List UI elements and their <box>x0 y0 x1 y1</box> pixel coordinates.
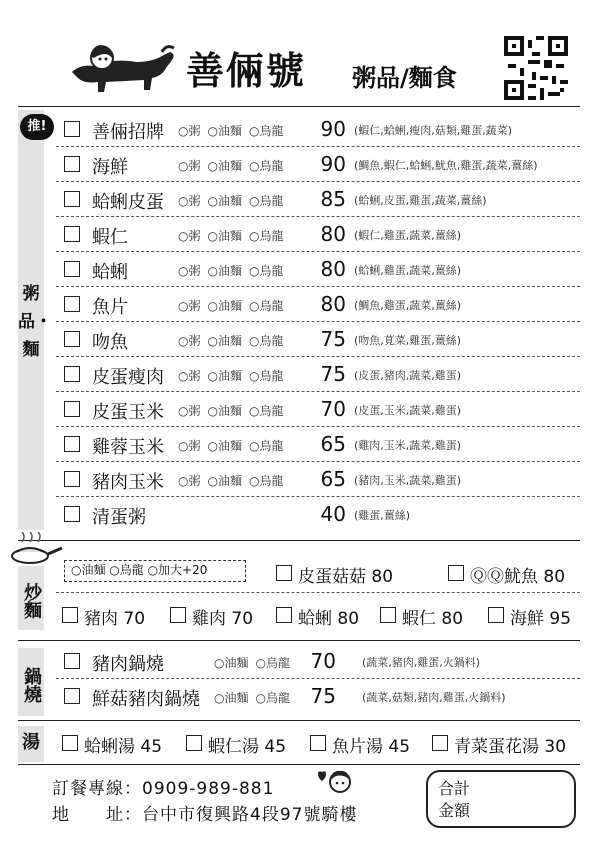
option-radio[interactable]: ○油麵 <box>207 474 242 488</box>
item-ingredients: (蔬菜,菇類,豬肉,雞蛋,火鍋料) <box>362 691 506 704</box>
menu-row[interactable] <box>56 252 580 287</box>
noodle-options[interactable] <box>178 227 290 244</box>
option-radio[interactable]: ○油麵 <box>214 656 249 670</box>
item-price: 75 <box>320 327 346 351</box>
item-name: 雞蓉玉米 <box>92 437 164 458</box>
item-price: 80 <box>320 292 346 316</box>
item-price: 75 <box>320 362 346 386</box>
menu-header <box>0 0 604 108</box>
fried-item[interactable] <box>170 604 253 629</box>
menu-row[interactable] <box>56 462 580 497</box>
menu-row[interactable] <box>56 322 580 357</box>
order-checkbox[interactable] <box>64 191 80 207</box>
order-checkbox[interactable] <box>64 436 80 452</box>
option-radio[interactable]: ○烏龍 <box>248 299 284 313</box>
option-radio[interactable]: ○烏龍 <box>255 656 290 670</box>
fried-item-label: ⓆⓆ魷魚 80 <box>470 567 566 587</box>
item-ingredients: (皮蛋,豬肉,蔬菜,雞蛋) <box>354 369 462 382</box>
option-radio[interactable]: ○粥 <box>178 229 201 243</box>
option-radio[interactable]: ○粥 <box>178 369 201 383</box>
item-price: 80 <box>320 257 346 281</box>
pot-section-divider <box>18 720 580 721</box>
order-checkbox[interactable] <box>310 735 326 751</box>
option-radio[interactable]: ○烏龍 <box>248 334 284 348</box>
section-label-fried-noodles: 炒麵 <box>18 566 44 630</box>
congee-section-divider <box>18 540 580 541</box>
noodle-options[interactable] <box>214 654 297 671</box>
order-checkbox[interactable] <box>432 735 448 751</box>
menu-row[interactable] <box>56 112 580 147</box>
noodle-options[interactable] <box>178 332 290 349</box>
total-amount-label: 合計 金額 <box>438 779 471 820</box>
item-name: 豬肉鍋燒 <box>92 654 164 675</box>
option-radio[interactable]: ○油麵 <box>214 691 249 705</box>
noodle-options[interactable] <box>214 689 297 706</box>
order-checkbox[interactable] <box>64 331 80 347</box>
item-name: 鮮菇豬肉鍋燒 <box>92 689 200 710</box>
fried-item-label: 雞肉 70 <box>192 609 254 629</box>
order-checkbox[interactable] <box>62 735 78 751</box>
menu-row[interactable] <box>56 497 580 532</box>
option-radio[interactable]: ○粥 <box>178 194 201 208</box>
item-ingredients: (蔬菜,豬肉,雞蛋,火鍋料) <box>362 656 481 669</box>
fried-item[interactable] <box>488 604 571 629</box>
option-radio[interactable]: ○烏龍 <box>248 439 284 453</box>
recommend-badge: 推! <box>20 114 54 140</box>
item-name: 善倆招牌 <box>92 122 164 143</box>
item-name: 蛤蜊皮蛋 <box>92 192 164 213</box>
item-price: 75 <box>310 684 336 708</box>
pot-row[interactable] <box>56 679 580 714</box>
item-name: 魚片 <box>92 297 128 318</box>
noodle-options[interactable] <box>178 262 290 279</box>
item-price: 65 <box>320 432 346 456</box>
option-radio[interactable]: ○烏龍 <box>248 369 284 383</box>
pot-row[interactable] <box>56 644 580 679</box>
option-radio[interactable]: ○油麵 <box>207 194 242 208</box>
option-radio[interactable]: ○油麵 <box>207 439 242 453</box>
order-total-box[interactable] <box>426 770 576 828</box>
item-ingredients: (蝦仁,蛤蜊,瘦肉,菇類,雞蛋,蔬菜) <box>354 124 513 137</box>
menu-row[interactable] <box>56 217 580 252</box>
soup-item[interactable] <box>310 732 410 757</box>
soup-item[interactable] <box>186 732 286 757</box>
fried-section-divider <box>18 640 580 641</box>
item-ingredients: (雞肉,玉米,蔬菜,雞蛋) <box>354 439 462 452</box>
item-ingredients: (皮蛋,玉米,蔬菜,雞蛋) <box>354 404 462 417</box>
soup-item-label: 蛤蜊湯 45 <box>84 737 163 757</box>
item-price: 80 <box>320 222 346 246</box>
section-label-pot-noodles: 鍋燒 <box>18 648 44 716</box>
item-price: 65 <box>320 467 346 491</box>
order-checkbox[interactable] <box>276 565 292 581</box>
fried-item-label: 海鮮 95 <box>510 609 572 629</box>
restaurant-name: 善倆號 <box>186 49 307 93</box>
menu-subtitle: 粥品/麵食 <box>352 64 457 92</box>
option-radio[interactable]: ○油麵 <box>207 264 242 278</box>
item-name: 豬肉玉米 <box>92 472 164 493</box>
dog-mascot-logo <box>66 38 178 94</box>
item-ingredients: (鯛魚,雞蛋,蔬菜,薑絲) <box>354 299 462 312</box>
order-checkbox[interactable] <box>448 565 464 581</box>
item-ingredients: (吻魚,莧菜,雞蛋,薑絲) <box>354 334 462 347</box>
option-radio[interactable]: ○油麵 <box>207 404 242 418</box>
menu-row[interactable] <box>56 287 580 322</box>
girl-heart-icon <box>314 768 354 796</box>
option-radio[interactable]: ○粥 <box>178 404 201 418</box>
item-price: 70 <box>320 397 346 421</box>
option-radio[interactable]: ○油麵 <box>207 334 242 348</box>
order-checkbox[interactable] <box>276 607 292 623</box>
item-price: 85 <box>320 187 346 211</box>
option-radio[interactable]: ○烏龍 <box>248 124 284 138</box>
option-radio[interactable]: ○油麵 <box>207 299 242 313</box>
item-ingredients: (雞蛋,薑絲) <box>354 509 411 522</box>
item-name: 蝦仁 <box>92 227 128 248</box>
item-name: 海鮮 <box>92 157 128 178</box>
noodle-options[interactable] <box>178 297 290 314</box>
noodle-options[interactable] <box>178 367 290 384</box>
soup-section-divider <box>18 764 580 765</box>
item-name: 皮蛋玉米 <box>92 402 164 423</box>
noodle-options[interactable] <box>178 157 290 174</box>
fried-item-label: 蛤蜊 80 <box>298 609 360 629</box>
fried-item[interactable] <box>448 562 565 587</box>
option-radio[interactable]: ○粥 <box>178 264 201 278</box>
fried-noodle-options[interactable]: ○油麵 ○烏龍 ○加大+20 <box>64 560 246 582</box>
menu-row[interactable] <box>56 427 580 462</box>
option-radio[interactable]: ○油麵 <box>207 159 242 173</box>
option-radio[interactable]: ○烏龍 <box>248 264 284 278</box>
option-radio[interactable]: ○油麵 <box>207 229 242 243</box>
order-checkbox[interactable] <box>64 688 80 704</box>
order-checkbox[interactable] <box>64 296 80 312</box>
order-checkbox[interactable] <box>64 366 80 382</box>
order-checkbox[interactable] <box>64 506 80 522</box>
option-radio[interactable]: ○烏龍 <box>248 194 284 208</box>
soup-item-label: 魚片湯 45 <box>332 737 411 757</box>
order-checkbox[interactable] <box>170 607 186 623</box>
order-checkbox[interactable] <box>488 607 504 623</box>
fried-item[interactable] <box>276 604 359 629</box>
order-checkbox[interactable] <box>64 121 80 137</box>
noodle-options[interactable] <box>178 437 290 454</box>
order-checkbox[interactable] <box>64 471 80 487</box>
noodle-options[interactable] <box>178 472 290 489</box>
noodle-options[interactable] <box>178 122 290 139</box>
fried-item-label: 皮蛋菇菇 80 <box>298 567 394 587</box>
order-checkbox[interactable] <box>64 226 80 242</box>
option-radio[interactable]: ○烏龍 <box>248 159 284 173</box>
item-price: 90 <box>320 117 346 141</box>
order-checkbox[interactable] <box>380 607 396 623</box>
order-checkbox[interactable] <box>64 401 80 417</box>
item-name: 吻魚 <box>92 332 128 353</box>
order-checkbox[interactable] <box>64 261 80 277</box>
menu-row[interactable] <box>56 147 580 182</box>
order-checkbox[interactable] <box>64 653 80 669</box>
header-divider <box>18 106 580 107</box>
item-price: 90 <box>320 152 346 176</box>
item-ingredients: (蛤蜊,皮蛋,雞蛋,蔬菜,薑絲) <box>354 194 487 207</box>
option-radio[interactable]: ○粥 <box>178 299 201 313</box>
soup-item-label: 青菜蛋花湯 30 <box>454 737 567 757</box>
item-price: 40 <box>320 502 346 526</box>
item-ingredients: (豬肉,玉米,蔬菜,雞蛋) <box>354 474 462 487</box>
menu-row[interactable] <box>56 392 580 427</box>
soup-item-label: 蝦仁湯 45 <box>208 737 287 757</box>
order-checkbox[interactable] <box>62 607 78 623</box>
soup-item[interactable] <box>432 732 566 757</box>
option-radio[interactable]: ○油麵 <box>207 124 242 138</box>
fried-dashed-divider <box>56 592 580 593</box>
item-name: 清蛋粥 <box>92 507 146 528</box>
option-radio[interactable]: ○烏龍 <box>248 474 284 488</box>
shop-address: 地 址：台中市復興路4段97號騎樓 <box>52 805 358 825</box>
frying-pan-icon <box>8 532 64 568</box>
option-radio[interactable]: ○油麵 <box>207 369 242 383</box>
order-phone[interactable]: 訂餐專線：0909-989-881 <box>52 779 275 799</box>
option-radio[interactable]: ○粥 <box>178 474 201 488</box>
item-ingredients: (蛤蜊,雞蛋,蔬菜,薑絲) <box>354 264 462 277</box>
option-radio[interactable]: ○粥 <box>178 124 201 138</box>
item-name: 皮蛋瘦肉 <box>92 367 164 388</box>
item-name: 蛤蜊 <box>92 262 128 283</box>
option-radio[interactable]: ○粥 <box>178 159 201 173</box>
item-price: 70 <box>310 649 336 673</box>
order-checkbox[interactable] <box>186 735 202 751</box>
option-radio[interactable]: ○烏龍 <box>248 404 284 418</box>
section-label-soup: 湯 <box>18 726 44 762</box>
fried-item-label: 蝦仁 80 <box>402 609 464 629</box>
order-checkbox[interactable] <box>64 156 80 172</box>
option-radio[interactable]: ○烏龍 <box>255 691 290 705</box>
fried-item[interactable] <box>62 604 145 629</box>
fried-item-label: 豬肉 70 <box>84 609 146 629</box>
section-label-congee: 粥品・麵 <box>18 110 44 530</box>
option-radio[interactable]: ○烏龍 <box>248 229 284 243</box>
option-radio[interactable]: ○粥 <box>178 334 201 348</box>
item-ingredients: (鯛魚,蝦仁,蛤蜊,魷魚,雞蛋,蔬菜,薑絲) <box>354 159 538 172</box>
menu-row[interactable] <box>56 357 580 392</box>
qr-code-icon[interactable] <box>504 36 568 100</box>
fried-item[interactable] <box>380 604 463 629</box>
option-radio[interactable]: ○粥 <box>178 439 201 453</box>
item-ingredients: (蝦仁,雞蛋,蔬菜,薑絲) <box>354 229 462 242</box>
soup-item[interactable] <box>62 732 162 757</box>
noodle-options[interactable] <box>178 192 290 209</box>
noodle-options[interactable] <box>178 402 290 419</box>
menu-row[interactable] <box>56 182 580 217</box>
fried-item[interactable] <box>276 562 393 587</box>
